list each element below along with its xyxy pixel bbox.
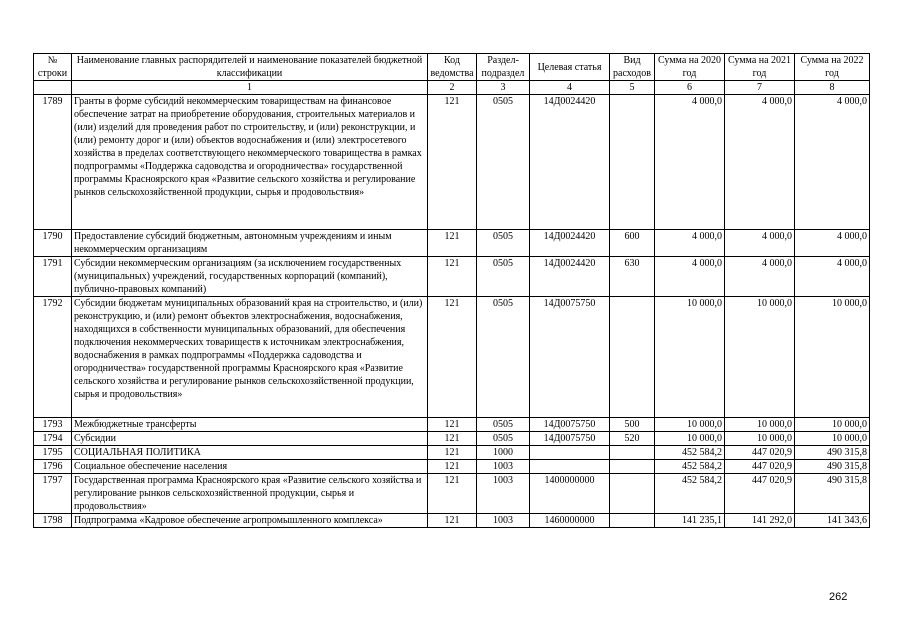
row-sum-2022: 4 000,0 <box>795 257 870 297</box>
row-number: 1794 <box>34 432 72 446</box>
header-target: Целевая статья <box>530 54 610 81</box>
row-target-code: 14Д0075750 <box>530 418 610 432</box>
row-number: 1796 <box>34 460 72 474</box>
row-dept-code: 121 <box>428 230 477 257</box>
row-target-code: 14Д0075750 <box>530 432 610 446</box>
row-section-code: 1000 <box>477 446 530 460</box>
row-number: 1789 <box>34 95 72 230</box>
table-row <box>34 95 870 230</box>
header-sum-2022: Сумма на 2022 год <box>795 54 870 81</box>
header-kind: Вид расходов <box>610 54 655 81</box>
row-sum-2021: 4 000,0 <box>725 95 795 230</box>
row-sum-2020: 141 235,1 <box>655 514 725 528</box>
budget-table <box>33 53 870 528</box>
row-expense-kind <box>610 514 655 528</box>
row-sum-2022: 10 000,0 <box>795 418 870 432</box>
row-dept-code: 121 <box>428 297 477 418</box>
row-sum-2021: 10 000,0 <box>725 432 795 446</box>
row-sum-2021: 447 020,9 <box>725 460 795 474</box>
row-expense-kind <box>610 460 655 474</box>
header-sum-2020: Сумма на 2020 год <box>655 54 725 81</box>
row-dept-code: 121 <box>428 474 477 514</box>
col-number: 4 <box>530 81 610 95</box>
row-section-code: 0505 <box>477 297 530 418</box>
col-number: 6 <box>655 81 725 95</box>
col-number: 3 <box>477 81 530 95</box>
table-body <box>34 95 870 528</box>
table-row <box>34 230 870 257</box>
row-expense-kind <box>610 95 655 230</box>
row-expense-kind <box>610 474 655 514</box>
row-number: 1795 <box>34 446 72 460</box>
row-expense-kind <box>610 297 655 418</box>
row-target-code: 14Д0075750 <box>530 297 610 418</box>
row-sum-2022: 141 343,6 <box>795 514 870 528</box>
row-sum-2020: 10 000,0 <box>655 432 725 446</box>
row-dept-code: 121 <box>428 257 477 297</box>
row-sum-2021: 141 292,0 <box>725 514 795 528</box>
row-number: 1797 <box>34 474 72 514</box>
row-name: Социальное обеспечение населения <box>72 460 428 474</box>
row-sum-2022: 490 315,8 <box>795 446 870 460</box>
row-sum-2022: 490 315,8 <box>795 460 870 474</box>
row-sum-2020: 4 000,0 <box>655 230 725 257</box>
header-dept: Код ведомства <box>428 54 477 81</box>
row-sum-2022: 10 000,0 <box>795 297 870 418</box>
row-target-code <box>530 460 610 474</box>
row-section-code: 1003 <box>477 460 530 474</box>
row-name: Государственная программа Красноярского края «Развитие сельского хозяйства и регулирование рынков сельскохозяйственной продукции, сырья и продовольствия» <box>72 474 428 514</box>
row-number: 1793 <box>34 418 72 432</box>
row-section-code: 1003 <box>477 474 530 514</box>
row-target-code: 1460000000 <box>530 514 610 528</box>
row-number: 1791 <box>34 257 72 297</box>
table-row <box>34 446 870 460</box>
row-sum-2022: 490 315,8 <box>795 474 870 514</box>
header-row <box>34 54 870 81</box>
row-section-code: 0505 <box>477 230 530 257</box>
row-name: Субсидии <box>72 432 428 446</box>
header-section: Раздел-подраздел <box>477 54 530 81</box>
col-number: 7 <box>725 81 795 95</box>
row-expense-kind: 630 <box>610 257 655 297</box>
table-row <box>34 514 870 528</box>
row-sum-2020: 452 584,2 <box>655 460 725 474</box>
row-sum-2021: 4 000,0 <box>725 257 795 297</box>
row-sum-2020: 4 000,0 <box>655 95 725 230</box>
row-name: Межбюджетные трансферты <box>72 418 428 432</box>
table-row <box>34 418 870 432</box>
row-expense-kind: 520 <box>610 432 655 446</box>
row-expense-kind <box>610 446 655 460</box>
row-sum-2022: 4 000,0 <box>795 95 870 230</box>
table-row <box>34 432 870 446</box>
row-target-code: 14Д0024420 <box>530 257 610 297</box>
row-dept-code: 121 <box>428 514 477 528</box>
row-number: 1792 <box>34 297 72 418</box>
row-section-code: 0505 <box>477 432 530 446</box>
row-sum-2020: 452 584,2 <box>655 446 725 460</box>
row-dept-code: 121 <box>428 460 477 474</box>
row-number: 1790 <box>34 230 72 257</box>
row-name: Подпрограмма «Кадровое обеспечение агропромышленного комплекса» <box>72 514 428 528</box>
row-name: Субсидии бюджетам муниципальных образований края на строительство, и (или) реконструкцию, и (или) ремонт объектов электроснабжения, водоснабжения, находящихся в собственности муниципальных образований, для обеспечения подключения некоммерческих товариществ к источникам электроснабжения, водоснабжения в рамках подпрограммы «Поддержка садоводства и огородничества» государственной программы Красноярского края «Развитие сельского хозяйства и регулирование рынков сельскохозяйственной продукции, сырья и продовольствия» <box>72 297 428 418</box>
row-dept-code: 121 <box>428 446 477 460</box>
row-name: Субсидии некоммерческим организациям (за исключением государственных (муниципальных) учреждений, государственных корпораций (компаний), публично-правовых компаний) <box>72 257 428 297</box>
row-sum-2020: 10 000,0 <box>655 297 725 418</box>
row-expense-kind: 500 <box>610 418 655 432</box>
table-row <box>34 297 870 418</box>
row-sum-2022: 4 000,0 <box>795 230 870 257</box>
row-sum-2020: 4 000,0 <box>655 257 725 297</box>
row-name: СОЦИАЛЬНАЯ ПОЛИТИКА <box>72 446 428 460</box>
row-name: Гранты в форме субсидий некоммерческим товариществам на финансовое обеспечение затрат на приобретение оборудования, строительных материалов и (или) изделий для проведения работ по строительству, и (или) реконструкции, и (или) ремонту дорог и (или) объектов водоснабжения и (или) электросетевого хозяйства в пределах соответствующего некоммерческого товарищества в рамках подпрограммы «Поддержка садоводства и огородничества» государственной программы Красноярского края «Развитие сельского хозяйства и регулирование рынков сельскохозяйственной продукции, сырья и продовольствия» <box>72 95 428 230</box>
row-target-code <box>530 446 610 460</box>
header-name: Наименование главных распорядителей и наименование показателей бюджетной классификации <box>72 54 428 81</box>
row-section-code: 0505 <box>477 95 530 230</box>
row-target-code: 14Д0024420 <box>530 95 610 230</box>
row-sum-2021: 4 000,0 <box>725 230 795 257</box>
row-target-code: 14Д0024420 <box>530 230 610 257</box>
col-number: 5 <box>610 81 655 95</box>
row-section-code: 1003 <box>477 514 530 528</box>
table-row <box>34 474 870 514</box>
column-number-row <box>34 81 870 95</box>
col-number: 2 <box>428 81 477 95</box>
col-number: 8 <box>795 81 870 95</box>
row-sum-2021: 447 020,9 <box>725 474 795 514</box>
row-number: 1798 <box>34 514 72 528</box>
row-sum-2021: 10 000,0 <box>725 297 795 418</box>
row-expense-kind: 600 <box>610 230 655 257</box>
row-dept-code: 121 <box>428 418 477 432</box>
col-number <box>34 81 72 95</box>
header-num: № строки <box>34 54 72 81</box>
row-name: Предоставление субсидий бюджетным, автономным учреждениям и иным некоммерческим организациям <box>72 230 428 257</box>
table-row <box>34 460 870 474</box>
row-sum-2020: 10 000,0 <box>655 418 725 432</box>
row-target-code: 1400000000 <box>530 474 610 514</box>
row-section-code: 0505 <box>477 257 530 297</box>
col-number: 1 <box>72 81 428 95</box>
row-sum-2021: 447 020,9 <box>725 446 795 460</box>
table-row <box>34 257 870 297</box>
row-sum-2022: 10 000,0 <box>795 432 870 446</box>
row-dept-code: 121 <box>428 432 477 446</box>
row-dept-code: 121 <box>428 95 477 230</box>
header-sum-2021: Сумма на 2021 год <box>725 54 795 81</box>
page-number: 262 <box>829 591 848 603</box>
row-sum-2021: 10 000,0 <box>725 418 795 432</box>
row-section-code: 0505 <box>477 418 530 432</box>
row-sum-2020: 452 584,2 <box>655 474 725 514</box>
